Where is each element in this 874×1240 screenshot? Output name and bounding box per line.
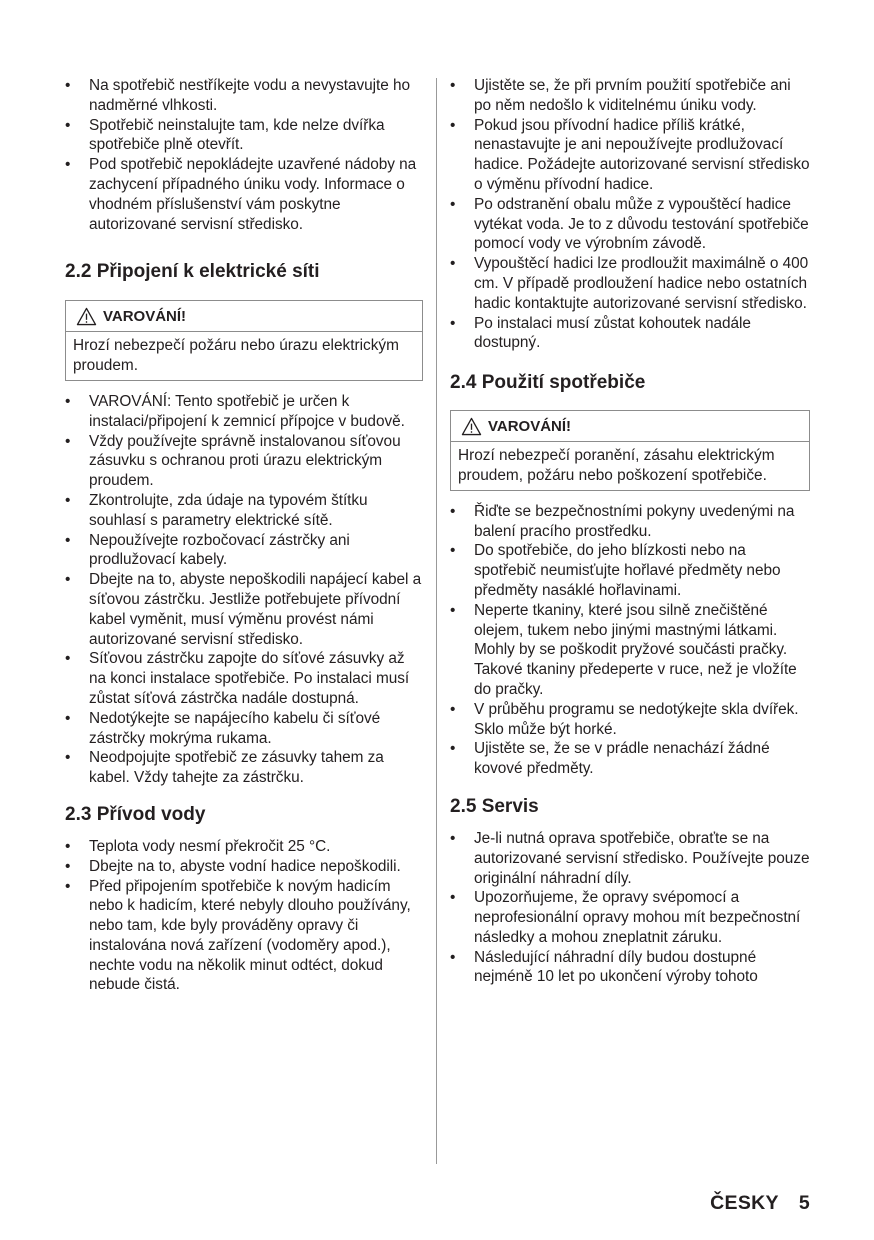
water-list-continued [450,76,810,353]
right-column [450,76,810,987]
page-footer [710,1192,810,1215]
left-column [65,76,423,995]
warning-header [66,301,422,332]
list-item: • Zkontrolujte, zda údaje na typovém štítku souhlasí s parametry elektrické sítě. [65,491,423,531]
list-item: • Po instalaci musí zůstat kohoutek nadále dostupný. [450,314,810,354]
list-item: • Neodpojujte spotřebič ze zásuvky tahem za kabel. Vždy tahejte za zástrčku. [65,748,423,788]
list-item: • Pokud jsou přívodní hadice příliš krátké, nenastavujte je ani nepoužívejte prodlužovací hadice. Požádejte autorizované servisní středisko o výměnu přívodní hadice. [450,116,810,195]
section-heading-2-2: 2.2 Připojení k elektrické síti [65,261,320,283]
list-item: • Následující náhradní díly budou dostupné nejméně 10 let po ukončení výroby tohoto [450,948,810,988]
list-item: • Po odstranění obalu může z vypouštěcí hadice vytékat voda. Je to z důvodu testování spotřebiče pomocí vody ve výrobním závodě. [450,195,810,254]
usage-list [450,502,810,779]
column-divider [436,78,437,1164]
warning-box [65,300,423,381]
list-item: • Do spotřebiče, do jeho blízkosti nebo na spotřebič neumisťujte hořlavé předměty nebo předměty nasáklé hořlavinami. [450,541,810,600]
list-item: • V průběhu programu se nedotýkejte skla dvířek. Sklo může být horké. [450,700,810,740]
water-supply-list [65,837,423,995]
list-item: • Řiďte se bezpečnostními pokyny uvedenými na balení pracího prostředku. [450,502,810,542]
section-heading-2-4: 2.4 Použití spotřebiče [450,372,646,394]
electrical-list [65,392,423,788]
list-item: • VAROVÁNÍ: Tento spotřebič je určen k instalaci/připojení k zemnicí přípojce v budově. [65,392,423,432]
list-item: • Teplota vody nesmí překročit 25 °C. [65,837,423,857]
warning-text: Hrozí nebezpečí požáru nebo úrazu elektrickým proudem. [73,337,399,375]
list-item: • Dbejte na to, abyste nepoškodili napájecí kabel a síťovou zástrčku. Jestliže potřebujete přívodní kabel vyměnit, musí výměnu provést námi autorizované servisní středisko. [65,570,423,649]
list-item: • Spotřebič neinstalujte tam, kde nelze dvířka spotřebiče plně otevřít. [65,116,423,156]
footer-language: ČESKY [710,1192,779,1214]
warning-header [451,411,809,442]
list-item: • Vypouštěcí hadici lze prodloužit maximálně o 400 cm. V případě prodloužení hadice nebo ostatních hadic kontaktujte autorizované servisní středisko. [450,254,810,313]
list-item: • Neperte tkaniny, které jsou silně znečištěné olejem, tukem nebo jinými mastnými látkami. Mohly by se poškodit pryžové součásti pračky. Takové tkaniny předeperte v ruce, než je vložíte do pračky. [450,601,810,700]
warning-text: Hrozí nebezpečí poranění, zásahu elektrickým proudem, požáru nebo poškození spotřebiče. [458,447,775,484]
list-item: • Je-li nutná oprava spotřebiče, obraťte se na autorizované servisní středisko. Používejte pouze originální náhradní díly. [450,829,810,888]
list-item: • Nedotýkejte se napájecího kabelu či síťové zástrčky mokrýma rukama. [65,709,423,749]
list-item: • Nepoužívejte rozbočovací zástrčky ani prodlužovací kabely. [65,531,423,571]
warning-triangle-icon [461,417,482,436]
list-item: • Upozorňujeme, že opravy svépomocí a neprofesionální opravy mohou mít bezpečnostní následky a mohou zneplatnit záruku. [450,888,810,947]
list-item: • Dbejte na to, abyste vodní hadice nepoškodili. [65,857,423,877]
list-item: • Vždy používejte správně instalovanou síťovou zásuvku s ochranou proti úrazu elektrickým proudem. [65,432,423,491]
warning-title: VAROVÁNÍ! [488,417,572,435]
list-item: • Ujistěte se, že se v prádle nenachází žádné kovové předměty. [450,739,810,779]
warning-box [450,410,810,491]
service-list [450,829,810,987]
list-item: • Před připojením spotřebiče k novým hadicím nebo k hadicím, které nebyly dlouho používány, nebo tam, kde byly prováděny opravy či instalována nová zařízení (vodoměry apod.), nechte vodu na několik minut odtéct, dokud nebude čistá. [65,877,423,996]
list-item: • Ujistěte se, že při prvním použití spotřebiče ani po něm nedošlo k viditelnému úniku vody. [450,76,810,116]
page-number: 5 [798,1192,810,1214]
list-item: • Na spotřebič nestříkejte vodu a nevystavujte ho nadměrné vlhkosti. [65,76,423,116]
list-item: • Pod spotřebič nepokládejte uzavřené nádoby na zachycení případného úniku vody. Informace o vhodném příslušenství vám poskytne autorizované servisní středisko. [65,155,423,234]
section-heading-2-5: 2.5 Servis [450,795,539,817]
safety-list-top [65,76,423,234]
warning-title: VAROVÁNÍ! [103,307,187,325]
list-item: • Síťovou zástrčku zapojte do síťové zásuvky až na konci instalace spotřebiče. Po instalaci musí zůstat síťová zástrčka nadále dostupná. [65,649,423,708]
section-heading-2-3: 2.3 Přívod vody [65,803,206,825]
warning-triangle-icon [76,307,97,326]
